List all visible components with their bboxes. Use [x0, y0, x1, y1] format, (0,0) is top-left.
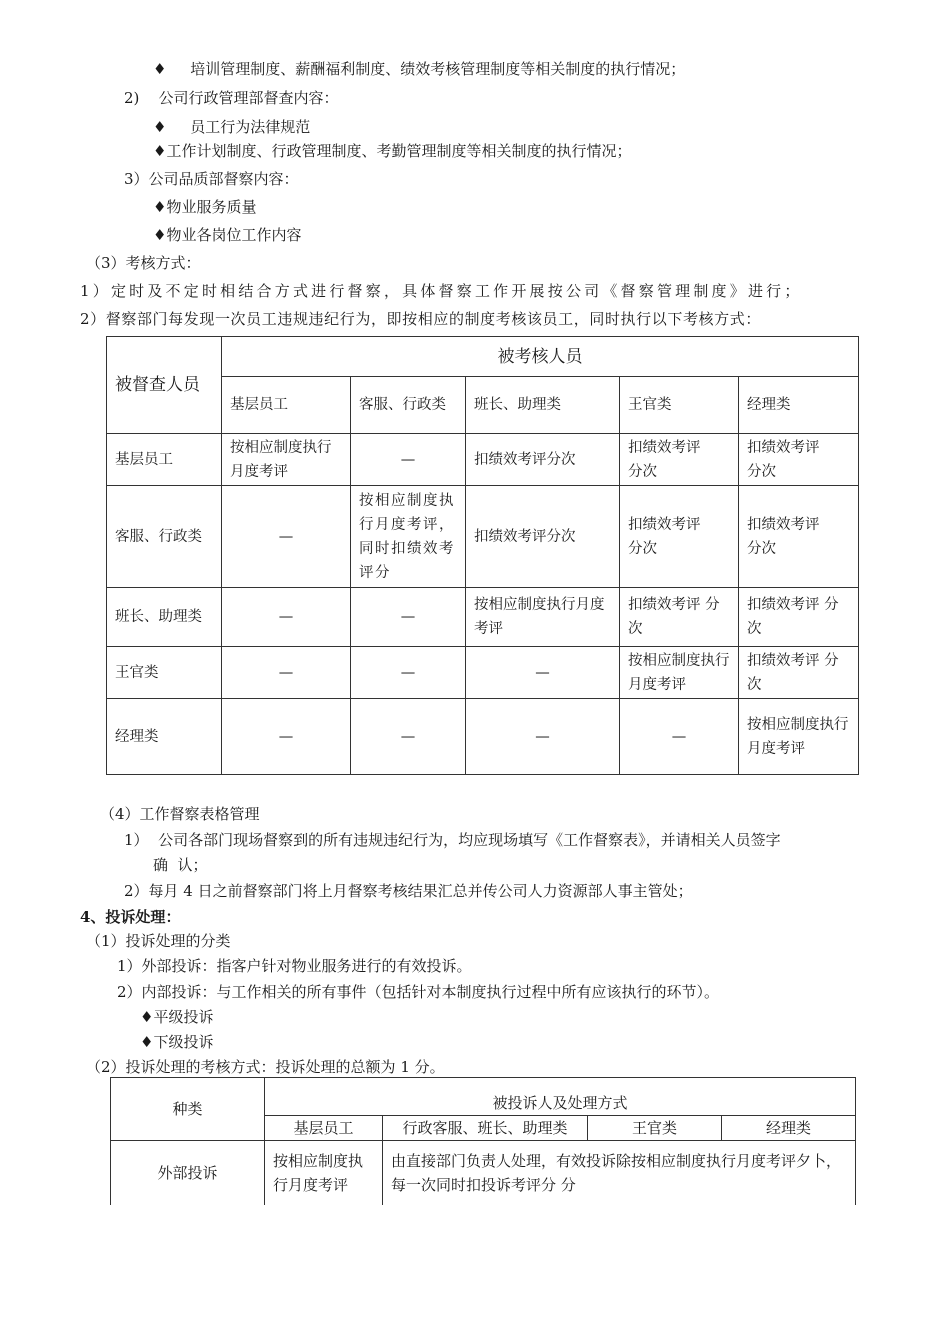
table-cell: 扣绩效考评 分次	[620, 588, 739, 647]
text-line: ♦平级投诉	[140, 1008, 214, 1026]
table-cell: —	[351, 647, 466, 699]
table-cell: 按相应制度执行月度考评	[265, 1141, 383, 1205]
supervision-assessment-table	[106, 336, 859, 775]
row-header: 基层员工	[107, 434, 222, 486]
section-heading: （2）投诉处理的考核方式：投诉处理的总额为 1 分。	[86, 1058, 445, 1076]
table-cell: 按相应制度执行月度考评，同时扣绩效考评分	[351, 486, 466, 588]
section-heading: （1）投诉处理的分类	[86, 932, 231, 950]
table-cell: 按相应制度执行月度考评	[739, 699, 859, 775]
table-cell: —	[222, 486, 351, 588]
column-header: 客服、行政类	[351, 377, 466, 434]
table-group-header: 被考核人员	[222, 337, 859, 377]
text-line: 2）督察部门每发现一次员工违规违纪行为，即按相应的制度考核该员工，同时执行以下考核方式：	[80, 310, 761, 328]
table-cell: —	[222, 588, 351, 647]
section-heading: （3）考核方式：	[86, 254, 201, 272]
table-cell: —	[222, 699, 351, 775]
text-line: 1） 公司各部门现场督察到的所有违规违纪行为，均应现场填写《工作督察表》，并请相关人员签字	[124, 831, 781, 849]
table-row	[107, 699, 859, 775]
column-header: 王官类	[588, 1116, 722, 1141]
table-group-header: 被投诉人及处理方式	[265, 1078, 856, 1116]
text-line: 2）内部投诉：与工作相关的所有事件（包括针对本制度执行过程中所有应该执行的环节）。	[117, 983, 720, 1001]
table-corner-header: 被督查人员	[107, 337, 222, 434]
column-header: 经理类	[739, 377, 859, 434]
section-heading: （4）工作督察表格管理	[100, 805, 260, 823]
table-cell: 扣绩效考评分次	[466, 486, 620, 588]
section-heading: 4、投诉处理：	[80, 908, 181, 926]
table-cell: 扣绩效考评 分次	[620, 434, 739, 486]
table-cell: —	[466, 699, 620, 775]
table-cell: 扣绩效考评 分次	[739, 434, 859, 486]
table-cell: —	[351, 588, 466, 647]
text-line: ♦ 员工行为法律规范	[153, 118, 311, 136]
table-cell: —	[222, 647, 351, 699]
table-row	[107, 434, 859, 486]
table-cell: 按相应制度执行月度考评	[620, 647, 739, 699]
table-row	[107, 588, 859, 647]
table-corner-header: 种类	[111, 1078, 265, 1141]
column-header: 王官类	[620, 377, 739, 434]
table-cell: 扣绩效考评 分 次	[739, 588, 859, 647]
row-header: 班长、助理类	[107, 588, 222, 647]
row-header: 经理类	[107, 699, 222, 775]
table-row	[107, 647, 859, 699]
text-line: ♦ 培训管理制度、薪酬福利制度、绩效考核管理制度等相关制度的执行情况；	[153, 60, 686, 78]
column-header: 基层员工	[222, 377, 351, 434]
complaint-assessment-table	[110, 1077, 856, 1205]
table-cell: —	[351, 434, 466, 486]
row-header: 王官类	[107, 647, 222, 699]
table-cell: 按相应制度执行月度考评	[466, 588, 620, 647]
text-line: 2）每月 4 日之前督察部门将上月督察考核结果汇总并传公司人力资源部人事主管处；	[124, 882, 693, 900]
table-cell: 按相应制度执行月度考评	[222, 434, 351, 486]
column-header: 经理类	[722, 1116, 856, 1141]
table-cell: 扣绩效考评 分次	[620, 486, 739, 588]
text-line: ♦物业各岗位工作内容	[153, 226, 302, 244]
table-cell: 由直接部门负责人处理，有效投诉除按相应制度执行月度考评夕卜，每一次同时扣投诉考评分 分	[383, 1141, 856, 1205]
column-header: 基层员工	[265, 1116, 383, 1141]
text-line: 3）公司品质部督察内容：	[124, 170, 299, 188]
column-header: 班长、助理类	[466, 377, 620, 434]
text-line: 确 认；	[153, 856, 208, 874]
text-line: ♦下级投诉	[140, 1033, 214, 1051]
table-cell: 扣绩效考评 分次	[739, 647, 859, 699]
table-cell: —	[620, 699, 739, 775]
column-header: 行政客服、班长、助理类	[383, 1116, 588, 1141]
text-line: ♦工作计划制度、行政管理制度、考勤管理制度等相关制度的执行情况；	[153, 142, 632, 160]
table-cell: 扣绩效考评 分次	[739, 486, 859, 588]
text-line: 1）定时及不定时相结合方式进行督察，具体督察工作开展按公司《督察管理制度》进行；	[80, 282, 803, 300]
row-header: 客服、行政类	[107, 486, 222, 588]
text-line: ♦物业服务质量	[153, 198, 257, 216]
text-line: 2) 公司行政管理部督查内容：	[124, 89, 339, 107]
table-row	[107, 486, 859, 588]
text-line: 1）外部投诉：指客户针对物业服务进行的有效投诉。	[117, 957, 472, 975]
table-cell: —	[351, 699, 466, 775]
table-row	[111, 1141, 856, 1205]
table-cell: —	[466, 647, 620, 699]
row-header: 外部投诉	[111, 1141, 265, 1205]
table-cell: 扣绩效考评分次	[466, 434, 620, 486]
